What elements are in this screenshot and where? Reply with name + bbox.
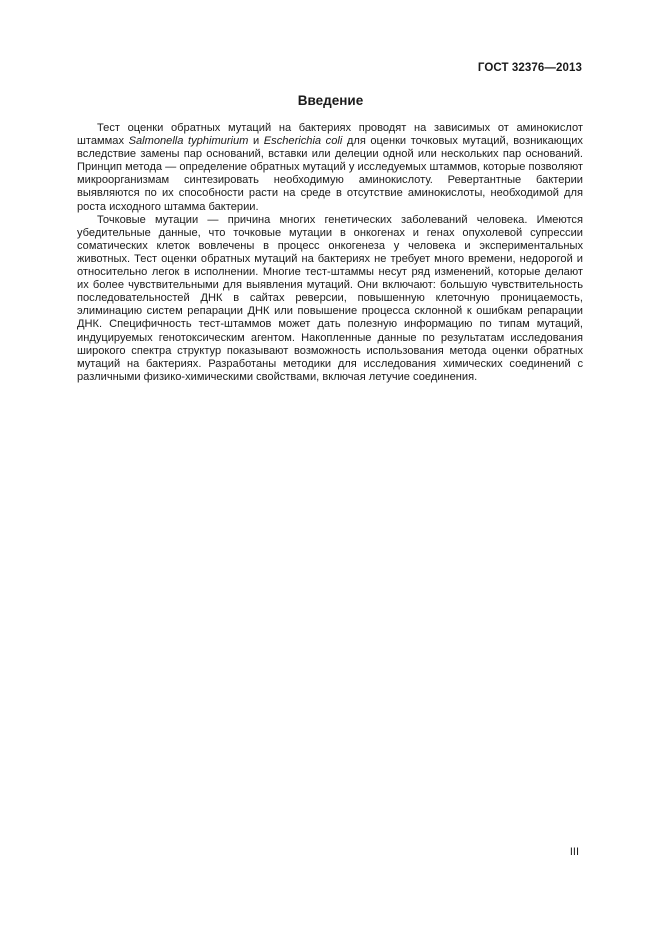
paragraph-1-text-c: для оценки точковых мутаций, возникающих вследствие замены пар оснований, вставки или делеции одной или нескольких пар оснований. Принцип метода — определение обратных мутаций у исследуемых штаммов, которые позволяют микроорганизмам синтезировать необходимую аминокислоту. Ревертантные бактерии выявляются по их способности расти на среде в отсутствие аминокислоты, необходимой для роста исходного штамма бактерии. xyxy=(77,135,583,213)
paragraph-1-text-a: Тест оценки обратных мутаций на бактериях проводят на зависимых от аминокислот штаммах xyxy=(77,122,583,148)
species-name-salmonella: Salmonella typhimurium xyxy=(128,135,249,148)
paragraph-1-text-b: и xyxy=(248,135,264,148)
document-code-header: ГОСТ 32376—2013 xyxy=(477,62,582,74)
paragraph-2: Точковые мутации — причина многих генетических заболеваний человека. Имеются убедительные данные, что точковые мутации в онкогенах и генах опухолевой супрессии соматических клеток вовлечены в процесс онкогенеза у человека и экспериментальных животных. Тест оценки обратных мутаций на бактериях не требует много времени, недорогой и относительно легок в исполнении. Многие тест-штаммы несут ряд изменений, которые делают их более чувствительными для выявления мутаций. Они включают: большую чувствительность последовательностей ДНК в сайтах реверсии, повышенную клеточную проницаемость, элиминацию систем репарации ДНК или повышение процесса склонной к ошибкам репарации ДНК. Специфичность тест-штаммов может дать полезную информацию по типам мутаций, индуцируемых генотоксическим агентом. Накопленные данные по результатам исследования широкого спектра структур показывают возможность использования метода оценки обратных мутаций на бактериях. Разработаны методики для исследования химических соединений с различными физико-химическими свойствами, включая летучие соединения. xyxy=(77,213,583,383)
species-name-escherichia: Escherichia coli xyxy=(263,135,343,148)
section-title: Введение xyxy=(297,93,364,108)
paragraph-1 xyxy=(77,122,583,214)
page-number: III xyxy=(569,846,579,858)
body-text xyxy=(77,122,583,384)
